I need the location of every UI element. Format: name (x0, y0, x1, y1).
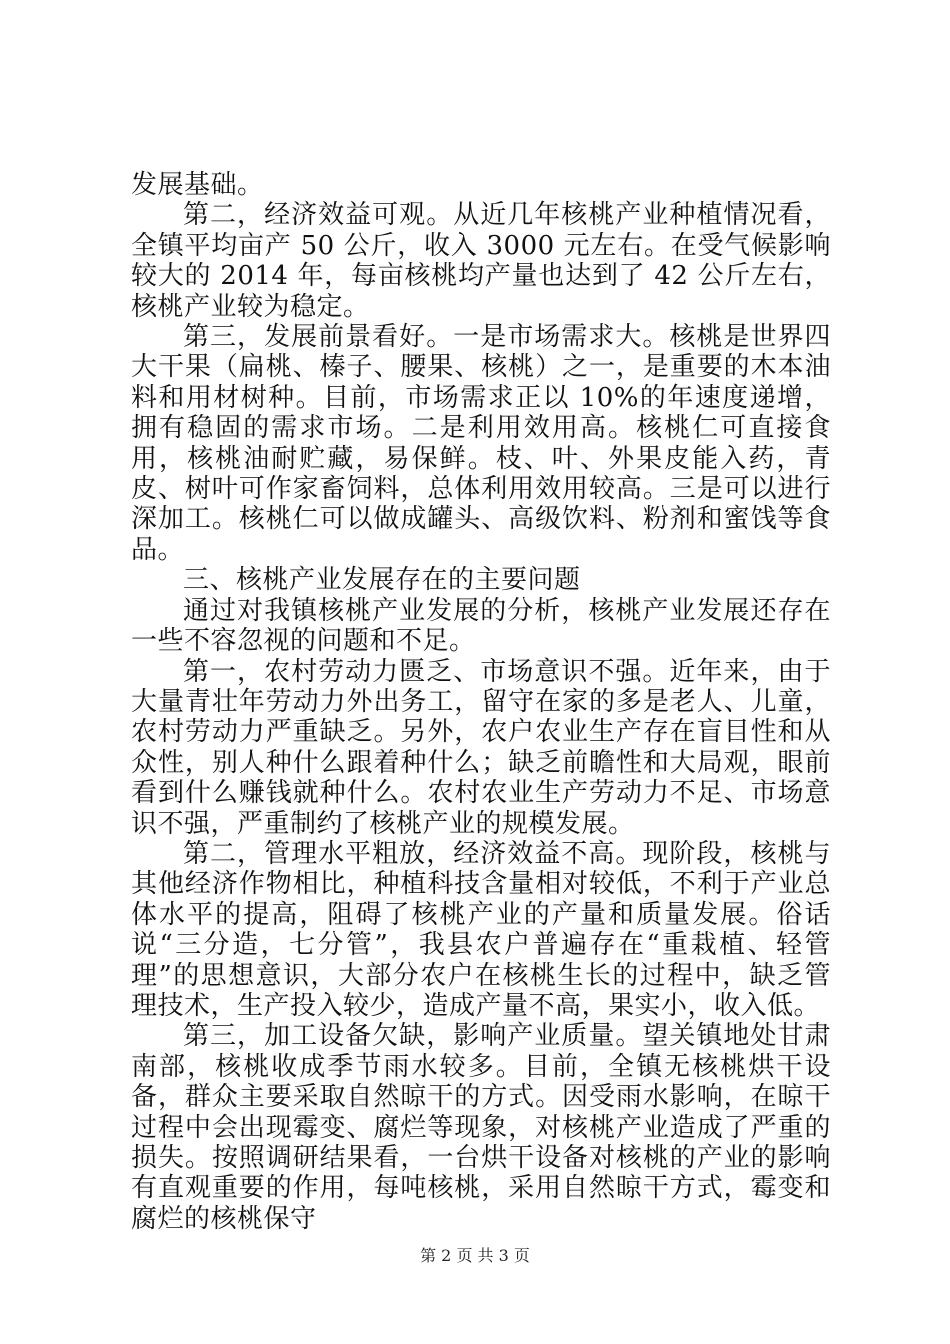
body-text (131, 170, 831, 1234)
paragraph-problems-intro: 通过对我镇核桃产业发展的分析，核桃产业发展还存在一些不容忽视的问题和不足。 (131, 595, 831, 657)
paragraph-development-prospects: 第三，发展前景看好。一是市场需求大。核桃是世界四大干果（扁桃、榛子、腰果、核桃）之一，是重要的木本油料和用材树种。目前，市场需求正以 10%的年速度递增，拥有稳固的需求市场。二是利用效用高。核桃仁可直接食用，核桃油耐贮藏，易保鲜。枝、叶、外果皮能入药，青皮、树叶可作家畜饲料，总体利用效用较高。三是可以进行深加工。核桃仁可以做成罐头、高级饮料、粉剂和蜜饯等食品。 (131, 322, 831, 565)
paragraph-economic-benefit: 第二，经济效益可观。从近几年核桃产业种植情况看，全镇平均亩产 50 公斤，收入 3000 元左右。在受气候影响较大的 2014 年，每亩核桃均产量也达到了 42 公斤左右，核桃产业较为稳定。 (131, 200, 831, 322)
page-number-label: 第 2 页 共 3 页 (420, 1246, 530, 1265)
paragraph-continuation: 发展基础。 (131, 170, 264, 200)
paragraph-labor-shortage: 第一，农村劳动力匮乏、市场意识不强。近年来，由于大量青壮年劳动力外出务工，留守在家的多是老人、儿童，农村劳动力严重缺乏。另外，农户农业生产存在盲目性和从众性，别人种什么跟着种什么；缺乏前瞻性和大局观，眼前看到什么赚钱就种什么。农村农业生产劳动力不足、市场意识不强，严重制约了核桃产业的规模发展。 (131, 656, 831, 839)
paragraph-extensive-management: 第二，管理水平粗放，经济效益不高。现阶段，核桃与其他经济作物相比，种植科技含量相对较低，不利于产业总体水平的提高，阻碍了核桃产业的产量和质量发展。俗话说“三分造，七分管”，我县农户普遍存在“重栽植、轻管理”的思想意识，大部分农户在核桃生长的过程中，缺乏管理技术，生产投入较少，造成产量不高，果实小，收入低。 (131, 838, 831, 1021)
paragraph-processing-equipment: 第三，加工设备欠缺，影响产业质量。望关镇地处甘肃南部，核桃收成季节雨水较多。目前，全镇无核桃烘干设备，群众主要采取自然晾干的方式。因受雨水影响，在晾干过程中会出现霉变、腐烂等现象，对核桃产业造成了严重的损失。按照调研结果看，一台烘干设备对核桃的产业的影响有直观重要的作用，每吨核桃，采用自然晾干方式，霉变和腐烂的核桃保守 (131, 1021, 831, 1234)
section-heading-main-problems: 三、核桃产业发展存在的主要问题 (183, 565, 581, 596)
page-footer (0, 1246, 950, 1266)
